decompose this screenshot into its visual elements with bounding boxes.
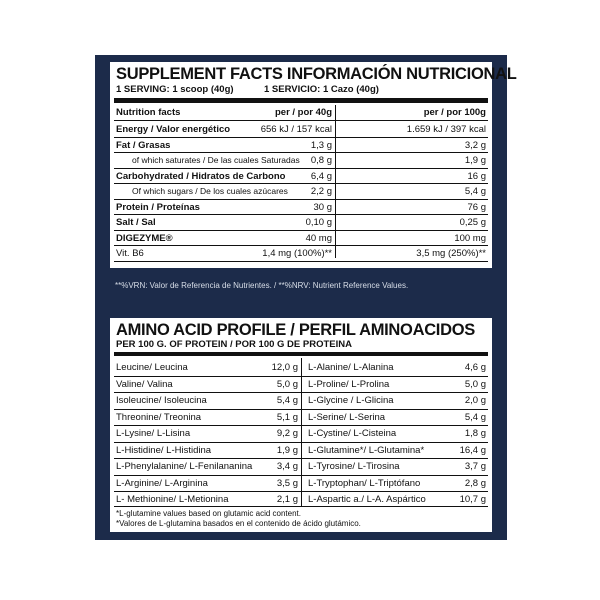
amino-name: Isoleucine/ Isoleucina [116,395,207,406]
amino-acid-panel [110,318,492,532]
amino-title: AMINO ACID PROFILE / PERFIL AMINOACIDOS [116,321,475,339]
nutrient-label: DIGEZYME® [116,232,173,244]
per-100-value: 5,4 g [464,186,486,197]
per-serving-value: 40 mg [305,232,332,244]
rule [114,506,488,507]
nutrition-row [114,215,488,230]
column-divider [335,105,336,258]
supplement-title: SUPPLEMENT FACTS INFORMACIÓN NUTRICIONAL [116,65,517,83]
amino-value: 12,0 g [271,362,298,373]
amino-value: 16,4 g [459,444,486,456]
amino-name: L-Alanine/ L-Alanina [308,362,394,373]
amino-value: 1,9 g [276,444,298,456]
nutrient-label: Of which sugars / De los cuales azúcares [132,186,288,196]
nutrient-label: of which saturates / De las cuales Saturadas [132,155,300,165]
header-per-100: per / por 100g [423,107,486,118]
amino-value: 5,4 g [276,395,298,406]
amino-row [306,458,488,475]
amino-name: L-Lysine/ L-Lisina [116,428,191,439]
nutrition-row [114,246,488,261]
amino-name: Valine/ Valina [116,378,173,390]
amino-value: 5,0 g [276,378,298,390]
amino-value: 10,7 g [459,494,486,505]
amino-row [306,442,488,459]
nutrient-label: Salt / Sal [116,217,156,228]
nutrient-label: Fat / Grasas [116,139,171,151]
serving-size-es: 1 SERVICIO: 1 Cazo (40g) [264,84,379,95]
amino-row [114,392,300,409]
amino-name: L-Arginine/ L-Arginina [116,477,208,489]
per-serving-value: 0,10 g [305,217,332,228]
amino-row [114,458,300,475]
per-100-value: 100 mg [454,232,486,244]
header-per-serving: per / por 40g [274,107,332,118]
nutrition-row [114,169,488,184]
amino-value: 2,8 g [464,477,486,489]
per-serving-value: 656 kJ / 157 kcal [260,124,332,135]
per-100-value: 76 g [467,201,486,213]
amino-row [114,442,300,459]
amino-row [114,425,300,442]
per-100-value: 16 g [467,170,486,182]
amino-value: 3,7 g [464,461,486,472]
amino-name: L-Cystine/ L-Cisteina [308,428,397,439]
amino-value: 2,1 g [276,494,298,505]
nutrition-row [114,138,488,153]
amino-value: 4,6 g [464,362,486,373]
nrv-footnote: **%VRN: Valor de Referencia de Nutrientes. / **%NRV: Nutrient Reference Values. [115,281,409,290]
thick-rule [114,352,488,356]
per-serving-value: 0,8 g [310,155,332,166]
amino-name: L-Glycine / L-Glicina [308,395,394,406]
amino-value: 9,2 g [276,428,298,439]
amino-name: L-Aspartic a./ L-A. Aspártico [308,494,426,505]
nutrition-row [114,122,488,137]
amino-row [306,376,488,393]
amino-name: L-Proline/ L-Prolina [308,378,390,390]
nutrient-label: Energy / Valor energético [116,124,231,135]
per-serving-value: 1,3 g [310,139,332,151]
amino-value: 5,0 g [464,378,486,390]
amino-name: L-Phenylalanine/ L-Fenilananina [116,461,253,472]
rule [114,120,488,121]
nutrition-row [114,200,488,215]
nutrition-row [114,231,488,246]
serving-size [116,84,379,95]
glutamine-footnote-es: *Valores de L-glutamina basados en el contenido de ácido glutámico. [116,519,361,528]
amino-row [306,392,488,409]
amino-column-divider [301,358,302,506]
thick-rule [114,98,488,103]
per-serving-value: 30 g [313,201,332,213]
amino-row [114,409,300,426]
amino-name: L-Glutamine*/ L-Glutamina* [308,444,425,456]
per-100-value: 1,9 g [464,155,486,166]
amino-value: 1,8 g [464,428,486,439]
nutrient-label: Carbohydrated / Hidratos de Carbono [116,170,286,182]
amino-name: L-Tryptophan/ L-Triptófano [308,477,421,489]
header-label: Nutrition facts [116,107,181,118]
amino-value: 3,5 g [276,477,298,489]
glutamine-footnote-en: *L-glutamine values based on glutamic acid content. [116,509,301,518]
amino-name: L-Histidine/ L-Histidina [116,444,212,456]
per-100-value: 3,5 mg (250%)** [416,248,486,259]
per-serving-value: 1,4 mg (100%)** [262,248,332,259]
per-100-value: 0,25 g [459,217,486,228]
amino-row [306,425,488,442]
amino-subtitle: PER 100 G. OF PROTEIN / POR 100 G DE PROTEINA [116,339,352,350]
per-serving-value: 6,4 g [310,170,332,182]
amino-value: 5,4 g [464,411,486,423]
amino-name: Threonine/ Treonina [116,411,202,423]
supplement-facts-panel [110,62,517,268]
serving-size-en: 1 SERVING: 1 scoop (40g) [116,84,234,95]
nutrient-label: Protein / Proteínas [116,201,200,213]
amino-row [114,376,300,393]
amino-row [114,359,300,376]
nutrition-header-row [114,105,488,120]
amino-value: 2,0 g [464,395,486,406]
amino-row [114,475,300,492]
amino-name: L- Methionine/ L-Metionina [116,494,229,505]
amino-name: L-Tyrosine/ L-Tirosina [308,461,400,472]
per-100-value: 3,2 g [464,139,486,151]
amino-row [306,409,488,426]
per-100-value: 1.659 kJ / 397 kcal [406,124,486,135]
nutrition-row [114,153,488,168]
amino-value: 3,4 g [276,461,298,472]
nutrient-label: Vit. B6 [116,248,144,259]
rule [114,261,488,262]
amino-row [306,359,488,376]
amino-name: L-Serine/ L-Serina [308,411,386,423]
per-serving-value: 2,2 g [310,186,332,197]
nutrition-row [114,184,488,199]
amino-name: Leucine/ Leucina [116,362,188,373]
amino-row [306,475,488,492]
amino-value: 5,1 g [276,411,298,423]
